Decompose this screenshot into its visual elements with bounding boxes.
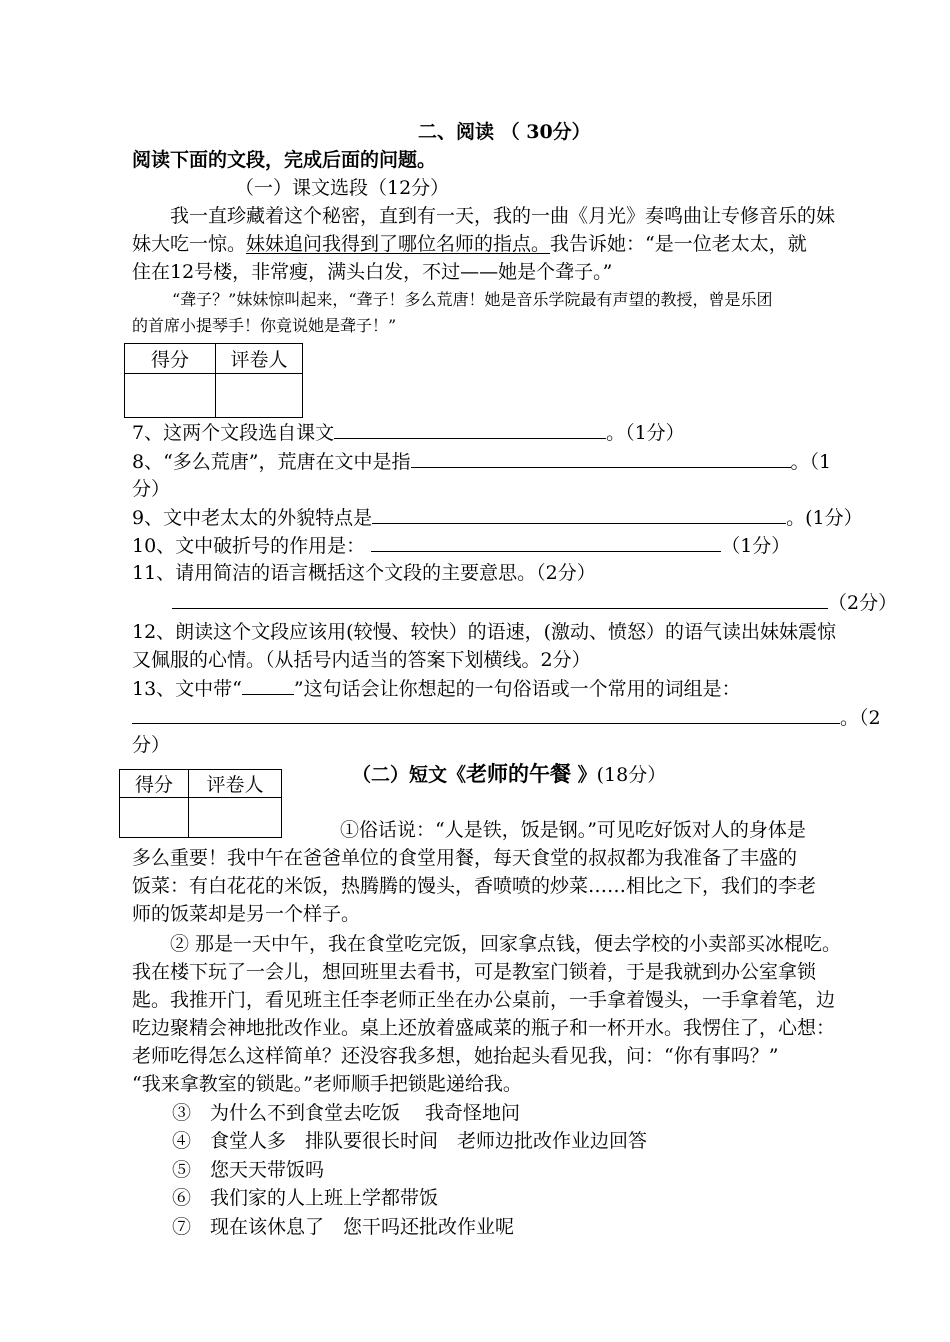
part2-points: (18分） xyxy=(596,764,667,786)
grader-label: 评卷人 xyxy=(216,344,303,374)
question-13 xyxy=(132,674,741,703)
passage-line: 饭菜：有白花花的米饭，热腾腾的馒头，香喷喷的炒菜……相比之下，我们的李老 xyxy=(132,875,817,897)
passage-line: ② 那是一天中午，我在食堂吃完饭，回家拿点钱，便去学校的小卖部买冰棍吃。 xyxy=(170,933,842,955)
score-cell[interactable] xyxy=(120,798,189,838)
passage-text: 妹大吃一惊。 xyxy=(132,233,247,255)
passage-line: ①俗话说：“人是铁，饭是钢。”可见吃好饭对人的身体是 xyxy=(340,819,806,841)
question-7 xyxy=(132,418,685,447)
question-9 xyxy=(132,503,863,532)
question-points: （2分） xyxy=(828,592,898,614)
dialogue-item: ⑦ 现在该休息了 您干吗还批改作业呢 xyxy=(172,1216,515,1238)
dialogue-item: ⑥ 我们家的人上班上学都带饭 xyxy=(172,1187,439,1209)
story-title: 老师的午餐 xyxy=(466,761,572,786)
passage-line: 师的饭菜却是另一个样子。 xyxy=(132,903,361,925)
question-text: ”这句话会让你想起的一句俗语或一个常用的词组是： xyxy=(293,678,741,700)
question-points: 。（1 xyxy=(790,451,832,473)
section-title: 二、阅读 （ 30分） xyxy=(418,121,591,143)
question-text: 9、文中老太太的外貌特点是 xyxy=(132,507,373,529)
question-points: 。(1分） xyxy=(786,507,863,529)
part2-title-close: 》 xyxy=(571,764,597,786)
question-8-cont: 分） xyxy=(132,478,171,500)
passage-line: 的首席小提琴手！你竟说她是聋子！” xyxy=(132,316,397,335)
part2-title-prefix: （二）短文《 xyxy=(352,764,467,786)
answer-blank[interactable] xyxy=(172,588,828,609)
passage-line: 我一直珍藏着这个秘密，直到有一天，我的一曲《月光》奏鸣曲让专修音乐的妹 xyxy=(170,205,836,227)
question-text: 7、这两个文段选自课文 xyxy=(132,422,335,444)
passage-line: 匙。我推开门，看见班主任李老师正坐在办公桌前，一手拿着馒头，一手拿着笔，边 xyxy=(132,989,836,1011)
passage-line: 吃边聚精会神地批改作业。桌上还放着盛咸菜的瓶子和一杯开水。我愣住了，心想： xyxy=(132,1017,836,1039)
answer-blank[interactable] xyxy=(372,503,786,524)
passage-line: 多么重要！我中午在爸爸单位的食堂用餐，每天食堂的叔叔都为我准备了丰盛的 xyxy=(132,847,798,869)
question-8 xyxy=(132,447,831,476)
score-table xyxy=(124,343,303,418)
part2-title xyxy=(352,760,666,789)
passage-line: “我来拿教室的锁匙。”老师顺手把锁匙递给我。 xyxy=(132,1073,522,1095)
question-13-cont: 分） xyxy=(132,734,171,756)
passage-line: 我在楼下玩了一会儿，想回班里去看书，可是教室门锁着，于是我就到办公室拿锁 xyxy=(132,961,817,983)
underlined-sentence: 妹妹追问我得到了哪位名师的指点。 xyxy=(246,233,551,255)
question-points: （1分） xyxy=(721,535,791,557)
question-12-cont: 又佩服的心情。（从括号内适当的答案下划横线。2分） xyxy=(132,649,591,671)
question-11-answer xyxy=(172,588,897,617)
question-13-answer xyxy=(132,703,881,732)
grader-cell[interactable] xyxy=(189,798,282,838)
instruction: 阅读下面的文段，完成后面的问题。 xyxy=(132,149,437,171)
grader-label: 评卷人 xyxy=(189,770,282,798)
score-cell[interactable] xyxy=(125,374,216,418)
question-11: 11、请用简洁的语言概括这个文段的主要意思。（2分） xyxy=(132,562,596,584)
passage-line xyxy=(132,230,807,258)
question-text: 10、文中破折号的作用是： xyxy=(132,535,366,557)
answer-blank[interactable] xyxy=(371,531,721,552)
question-points: 。（1分） xyxy=(606,422,685,444)
passage-line: 老师吃得怎么这样简单？还没容我多想，她抬起头看见我，问：“你有事吗？” xyxy=(132,1045,779,1067)
score-label: 得分 xyxy=(125,344,216,374)
score-table xyxy=(119,769,282,838)
passage-text: 我告诉她：“是一位老太太，就 xyxy=(550,233,807,255)
dialogue-item: ③ 为什么不到食堂去吃饭 我奇怪地问 xyxy=(172,1102,521,1124)
question-points: 。（2 xyxy=(840,707,881,729)
answer-blank[interactable] xyxy=(411,447,791,468)
dialogue-item: ④ 食堂人多 排队要很长时间 老师边批改作业边回答 xyxy=(172,1130,648,1152)
question-text: 8、“多么荒唐”，荒唐在文中是指 xyxy=(132,451,411,473)
score-label: 得分 xyxy=(120,770,189,798)
part1-title: （一）课文选段（12分） xyxy=(235,177,450,199)
dialogue-item: ⑤ 您天天带饭吗 xyxy=(172,1159,325,1181)
question-10 xyxy=(132,531,790,560)
question-text: 13、文中带“ xyxy=(132,678,242,700)
answer-blank[interactable] xyxy=(334,418,606,439)
question-12: 12、朗读这个文段应该用(较慢、较快）的语速，(激动、愤怒）的语气读出妹妹震惊 xyxy=(132,621,837,643)
passage-line: 住在12号楼，非常瘦，满头白发，不过——她是个聋子。” xyxy=(132,261,613,283)
answer-blank[interactable] xyxy=(242,674,294,695)
answer-blank[interactable] xyxy=(132,703,840,724)
passage-line: “聋子？”妹妹惊叫起来，“聋子！多么荒唐！她是音乐学院最有声望的教授，曾是乐团 xyxy=(172,290,773,309)
grader-cell[interactable] xyxy=(216,374,303,418)
